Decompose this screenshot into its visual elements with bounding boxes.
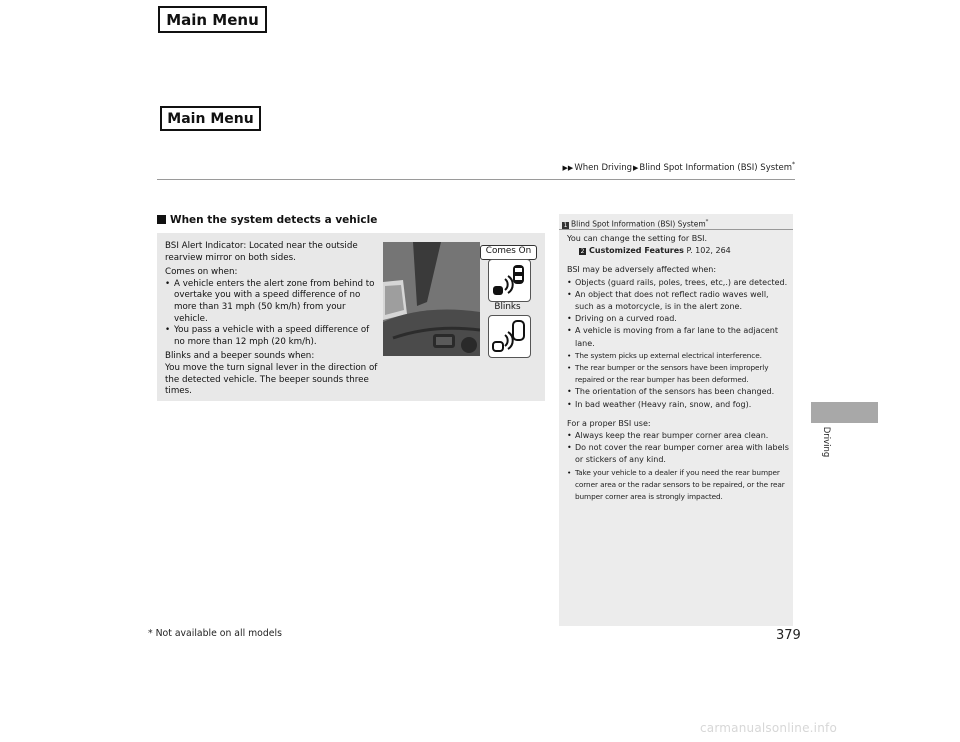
blinks-text: You move the turn signal lever in the direction of the detected vehicle. The beeper sounds three times. xyxy=(165,362,378,397)
sidebar-divider xyxy=(559,229,793,230)
arrow-right-icon: ▶▶ xyxy=(562,163,574,172)
chapter-tab-label xyxy=(820,423,832,463)
proper-use-list xyxy=(567,430,789,503)
main-menu-button-secondary[interactable]: Main Menu xyxy=(160,106,261,131)
affected-list xyxy=(567,277,789,411)
main-menu-button[interactable]: Main Menu xyxy=(158,6,267,33)
breadcrumb-item-bsi[interactable]: Blind Spot Information (BSI) System xyxy=(639,162,792,173)
arrow-right-icon: ▶ xyxy=(633,163,639,172)
chapter-tab[interactable] xyxy=(811,402,878,423)
comes-on-when-label: Comes on when: xyxy=(165,267,238,278)
reference-arrow-icon: 2 xyxy=(580,248,585,256)
list-item: • Do not cover the rear bumper corner area with labels or stickers of any kind. xyxy=(567,442,789,466)
proper-use-intro: For a proper BSI use: xyxy=(567,418,651,428)
list-item: • The orientation of the sensors has been changed. xyxy=(567,386,789,398)
list-item: • Objects (guard rails, poles, trees, etc,.) are detected. xyxy=(567,277,789,289)
blinks-title: Blinks and a beeper sounds when: xyxy=(165,351,315,362)
sidebar-heading xyxy=(562,219,708,229)
page-number: 379 xyxy=(776,628,801,643)
condition-list xyxy=(165,279,380,349)
breadcrumb-item-when-driving[interactable]: When Driving xyxy=(574,162,633,173)
note-number-icon: 1 xyxy=(563,221,568,229)
list-item: • A vehicle enters the alert zone from behind to overtake you with a speed difference of no more than 31 mph (50 km/h) from your vehicle. xyxy=(165,279,380,325)
xref-pages[interactable]: P. 102, 264 xyxy=(686,246,731,256)
xref-label[interactable]: Customized Features xyxy=(589,246,684,256)
list-item: • A vehicle is moving from a far lane to the adjacent lane. xyxy=(567,325,789,349)
bsi-indicator-on-icon xyxy=(488,259,531,302)
list-item: • The rear bumper or the sensors have been improperly repaired or the rear bumper has been deformed. xyxy=(567,362,789,386)
comes-on-label: Comes On xyxy=(480,245,537,260)
blinks-label: Blinks xyxy=(494,302,521,312)
list-item: • An object that does not reflect radio waves well, such as a motorcycle, is in the alert zone. xyxy=(567,289,789,313)
sidebar-heading-star: * xyxy=(705,219,709,225)
breadcrumb-star: * xyxy=(792,161,795,168)
mirror-illustration xyxy=(383,242,480,356)
chapter-tab-text: Driving xyxy=(821,426,831,458)
list-item: • The system picks up external electrical interference. xyxy=(567,350,789,362)
cross-reference[interactable] xyxy=(567,245,789,257)
list-item: • Take your vehicle to a dealer if you need the rear bumper corner area or the radar sensors to be repaired, or the rear bumper corner area is strongly impacted. xyxy=(567,467,789,504)
affected-intro: BSI may be adversely affected when: xyxy=(567,265,717,275)
section-title xyxy=(157,214,377,226)
list-item: • Driving on a curved road. xyxy=(567,313,789,325)
list-item: • In bad weather (Heavy rain, snow, and fog). xyxy=(567,399,789,411)
mirror-photo xyxy=(383,242,480,356)
sidebar-body xyxy=(567,233,789,503)
section-title-text: When the system detects a vehicle xyxy=(170,214,378,226)
sidebar-heading-text: Blind Spot Information (BSI) System xyxy=(571,219,706,229)
list-item: • You pass a vehicle with a speed difference of no more than 12 mph (20 km/h). xyxy=(165,325,380,348)
square-bullet-icon xyxy=(157,215,166,224)
list-item: • Always keep the rear bumper corner area clean. xyxy=(567,430,789,442)
indicator-intro: BSI Alert Indicator: Located near the outside rearview mirror on both sides. xyxy=(165,241,358,263)
header-divider xyxy=(157,179,795,180)
watermark: carmanualsonline.info xyxy=(700,721,837,735)
setting-text: You can change the setting for BSI. xyxy=(567,234,708,243)
breadcrumb xyxy=(0,161,795,173)
bsi-indicator-blink-icon xyxy=(488,315,531,358)
panel-text xyxy=(165,241,380,398)
footnote: * Not available on all models xyxy=(148,628,282,639)
